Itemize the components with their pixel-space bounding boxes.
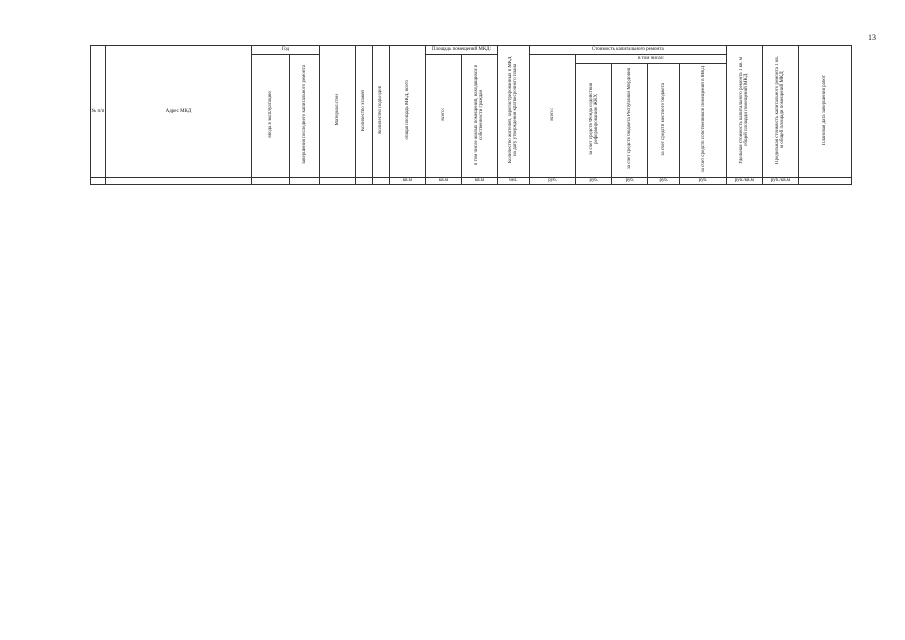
header-deadline: Плановая дата завершения работ bbox=[798, 46, 851, 178]
header-address: Адрес МКД bbox=[105, 46, 251, 178]
header-year-last-repair: завершения последнего капитального ремонта bbox=[290, 55, 320, 178]
header-num: № п/п bbox=[91, 46, 106, 178]
header-cost-local: за счет средств местного бюджета bbox=[648, 64, 680, 178]
header-cost-owners: за счет средств собственников помещений в МКД bbox=[680, 64, 727, 178]
units-row: кв.м кв.м кв.м чел. руб. руб. руб. руб. руб. руб./кв.м руб./кв.м bbox=[91, 178, 852, 185]
header-max-unit-cost: Предельная стоимость капитального ремонта 1 кв. м общей площади помещений МКД bbox=[762, 46, 798, 178]
header-entrances: Количество подъездов bbox=[372, 46, 389, 178]
header-premises-total: всего: bbox=[425, 55, 461, 178]
header-cost-federal: за счет средств Фонда содействия реформированию ЖКХ bbox=[576, 64, 612, 178]
header-total-area: общая площадь МКД, всего bbox=[389, 46, 425, 178]
header-cost: Стоимость капитального ремонта bbox=[529, 46, 726, 55]
header-cost-incl: в том числе: bbox=[576, 55, 726, 64]
repair-register-table bbox=[90, 45, 852, 185]
header-premises-owned: в том числе жилых помещений, находящихся в собственности граждан bbox=[461, 55, 497, 178]
header-year-commission: ввода в эксплуатацию bbox=[252, 55, 290, 178]
header-premises-area: Площадь помещений МКД: bbox=[425, 46, 497, 55]
header-floors: Количество этажей bbox=[355, 46, 372, 178]
page-number: 13 bbox=[868, 33, 876, 42]
header-unit-cost: Удельная стоимость капитального ремонта 1 кв. м общей площади помещений МКД bbox=[726, 46, 762, 178]
header-walls: Материал стен bbox=[319, 46, 355, 178]
header-year: Год bbox=[252, 46, 320, 55]
header-cost-regional: за счет средств бюджета Республики Мордовия bbox=[612, 64, 648, 178]
header-residents: Количество жителей, зарегистрированных в МКД на дату утверждения краткосрочного плана bbox=[497, 46, 529, 178]
header-cost-total: всего: bbox=[529, 55, 576, 178]
